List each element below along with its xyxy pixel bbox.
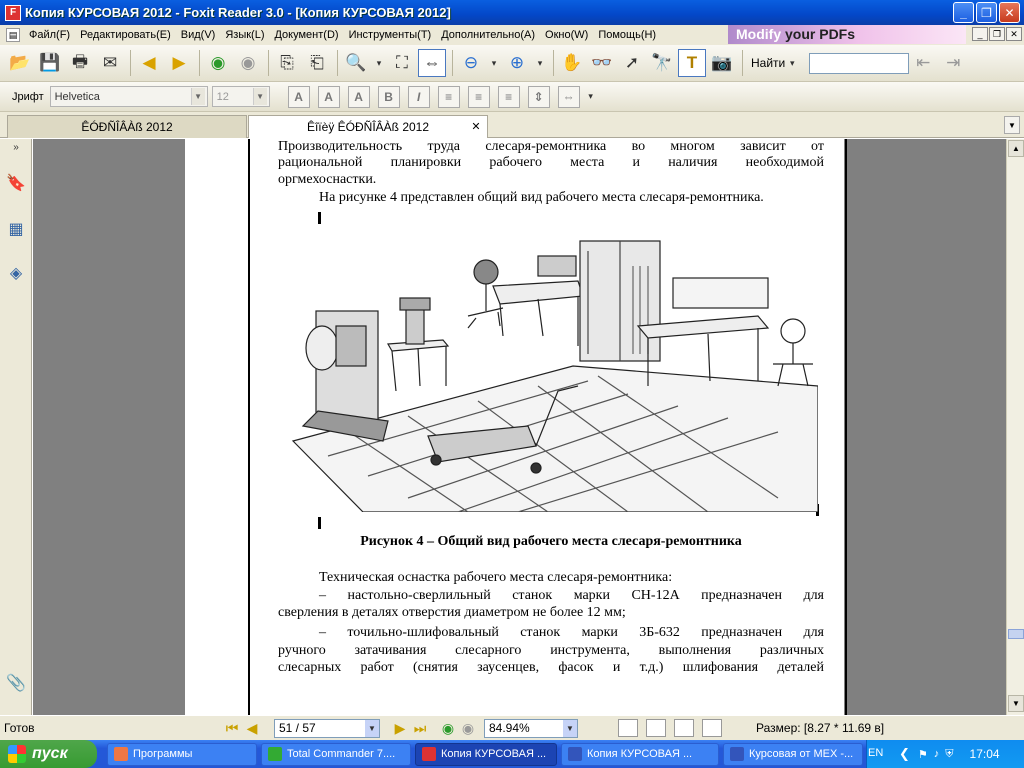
toolbar-separator xyxy=(553,50,554,76)
facing-icon[interactable] xyxy=(674,719,694,737)
text-outline-icon[interactable]: A xyxy=(318,86,340,108)
bold-icon[interactable]: B xyxy=(378,86,400,108)
find-label: Найти xyxy=(751,56,786,70)
page-size-label: Размер: [8.27 * 11.69 в] xyxy=(756,721,885,735)
continuous-facing-icon[interactable] xyxy=(702,719,722,737)
mdi-restore-button[interactable]: ❐ xyxy=(989,27,1005,41)
previous-page-icon[interactable]: ◀ xyxy=(142,53,156,72)
save-icon[interactable]: 💾 xyxy=(39,53,61,72)
window-title: Копия КУРСОВАЯ 2012 - Foxit Reader 3.0 - [Копия КУРСОВАЯ 2012] xyxy=(25,5,451,20)
page-number-field[interactable] xyxy=(274,719,380,738)
task-label: Программы xyxy=(133,748,193,760)
chevron-down-icon: ▼ xyxy=(253,88,267,105)
shield-icon[interactable]: ⛨ xyxy=(945,747,954,760)
format-toolbar xyxy=(0,82,1024,112)
email-icon[interactable]: ✉ xyxy=(102,53,118,72)
figure-caption: Рисунок 4 – Общий вид рабочего места слесаря-ремонтника xyxy=(360,534,742,549)
toolbar-separator xyxy=(452,50,453,76)
format-more-icon[interactable]: ▾ xyxy=(588,91,593,101)
task-kursovaya-mex[interactable] xyxy=(723,743,863,766)
doc-paragraph-line: рациональной планировки рабочего места и наличия необходимой xyxy=(278,155,824,170)
scroll-down-icon[interactable]: ▼ xyxy=(1008,695,1024,712)
word-spacing-icon[interactable]: ⇔ xyxy=(558,86,580,108)
foxit-icon xyxy=(422,747,436,761)
doc-paragraph-line: Техническая оснастка рабочего места слесаря-ремонтника: xyxy=(319,570,673,585)
rotate-left-icon[interactable]: ⎘ xyxy=(280,53,294,72)
zoom-in-dropdown-icon[interactable]: ▾ xyxy=(537,57,543,68)
doc-paragraph-line: оргмехоснастки. xyxy=(278,172,377,187)
go-forward-icon[interactable]: ◉ xyxy=(240,53,256,72)
doc-paragraph-line: слесарных работ (снятия заусенцев, фасок и т.д.) шлифования деталей xyxy=(278,660,824,675)
tab-list-dropdown-icon[interactable]: ▼ xyxy=(1004,116,1020,134)
chevron-down-icon: ▼ xyxy=(365,720,379,737)
tab-label: ÊÓÐÑÎÂÀß 2012 xyxy=(81,120,173,134)
expand-pane-icon[interactable]: » xyxy=(13,141,19,153)
menu-language[interactable]: Язык(L) xyxy=(225,29,265,41)
find-input[interactable] xyxy=(809,53,909,74)
char-spacing-icon[interactable]: ⇕ xyxy=(528,86,550,108)
rotate-right-icon[interactable]: ⎗ xyxy=(310,53,324,72)
toolbar-separator xyxy=(742,50,743,76)
word-icon xyxy=(730,747,744,761)
image-corner-marker xyxy=(318,212,321,224)
layers-icon[interactable]: ◈ xyxy=(9,265,23,282)
tab-kopiya-kursovaya[interactable] xyxy=(248,115,488,138)
text-select-icon[interactable]: T xyxy=(678,49,706,77)
ad-text-2: your PDFs xyxy=(785,26,856,42)
start-label: пуск xyxy=(32,745,68,762)
status-bar xyxy=(0,715,1024,740)
toolbar-separator xyxy=(199,50,200,76)
windows-flag-icon xyxy=(8,745,26,763)
scroll-thumb[interactable] xyxy=(1008,629,1024,639)
task-label: Total Commander 7.... xyxy=(287,748,396,760)
menu-file[interactable]: Файл(F) xyxy=(29,29,71,41)
task-programs[interactable] xyxy=(107,743,257,766)
find-options-dropdown-icon[interactable]: ▾ xyxy=(789,57,795,68)
zoom-dropdown-icon[interactable]: ▾ xyxy=(376,57,382,68)
zoom-value: 84.94% xyxy=(489,721,530,735)
menu-window[interactable]: Окно(W) xyxy=(545,29,589,41)
close-button[interactable]: ✕ xyxy=(999,2,1020,23)
attachments-icon[interactable]: 📎 xyxy=(6,675,26,692)
menu-tools[interactable]: Инструменты(T) xyxy=(348,29,432,41)
status-ready: Готов xyxy=(4,721,35,735)
toolbar-separator xyxy=(268,50,269,76)
font-size-combo[interactable] xyxy=(212,86,270,107)
ad-text-1: Modify xyxy=(736,26,782,42)
page-number-value: 51 / 57 xyxy=(279,721,316,735)
align-left-icon[interactable]: ≡ xyxy=(438,86,460,108)
doc-paragraph-line: На рисунке 4 представлен общий вид рабочего места слесаря-ремонтника. xyxy=(319,190,764,205)
font-color-icon[interactable]: A xyxy=(288,86,310,108)
menu-document[interactable]: Документ(D) xyxy=(274,29,339,41)
fit-page-icon[interactable]: ⛶ xyxy=(396,53,408,72)
vertical-scrollbar[interactable] xyxy=(1006,139,1024,715)
close-tab-icon[interactable]: ✕ xyxy=(471,120,481,133)
find-previous-icon[interactable]: ⇤ xyxy=(916,53,931,72)
task-kopiya-foxit[interactable] xyxy=(415,743,557,766)
main-toolbar xyxy=(0,45,1024,82)
system-tray xyxy=(866,740,1024,768)
zoom-in-tool-icon[interactable]: 🔍 xyxy=(345,53,367,72)
first-page-icon[interactable]: ⏮ xyxy=(225,719,239,736)
folder-icon xyxy=(114,747,128,761)
menu-view[interactable]: Вид(V) xyxy=(180,29,216,41)
start-button[interactable] xyxy=(0,740,97,768)
task-total-commander[interactable] xyxy=(261,743,411,766)
network-icon[interactable]: ⚑ xyxy=(917,748,928,761)
font-value: Helvetica xyxy=(54,90,100,103)
next-page-status-icon[interactable]: ▶ xyxy=(394,719,406,736)
title-bar[interactable] xyxy=(0,0,1024,25)
align-center-icon[interactable]: ≡ xyxy=(468,86,490,108)
zoom-out-dropdown-icon[interactable]: ▾ xyxy=(491,57,497,68)
font-size-value: 12 xyxy=(216,90,229,103)
scroll-up-icon[interactable]: ▲ xyxy=(1008,140,1024,157)
toolbar-separator xyxy=(130,50,131,76)
zoom-field[interactable] xyxy=(484,719,578,738)
single-page-icon[interactable] xyxy=(618,719,638,737)
mdi-controls xyxy=(971,27,1022,41)
foxit-app-icon: F xyxy=(5,5,21,21)
doc-paragraph-line: Производительность труда слесаря-ремонтника во многом зависит от xyxy=(278,139,824,154)
word-icon xyxy=(568,747,582,761)
menu-advanced[interactable]: Дополнительно(A) xyxy=(441,29,536,41)
total-commander-icon xyxy=(268,747,282,761)
chevron-down-icon: ▼ xyxy=(563,720,577,737)
find-next-icon[interactable]: ⇥ xyxy=(946,53,961,72)
menu-help[interactable]: Помощь(H) xyxy=(598,29,657,41)
continuous-icon[interactable] xyxy=(646,719,666,737)
tab-kursovaya[interactable] xyxy=(7,115,247,138)
zoom-out-icon[interactable]: ⊖ xyxy=(463,53,479,72)
menu-edit[interactable]: Редактировать(E) xyxy=(80,29,171,41)
maximize-button[interactable]: ❐ xyxy=(976,2,997,23)
task-label: Копия КУРСОВАЯ ... xyxy=(587,748,693,760)
italic-icon[interactable]: I xyxy=(408,86,430,108)
tray-expand-icon[interactable]: ❮ xyxy=(899,746,910,761)
document-tabs xyxy=(0,112,1024,138)
doc-paragraph-line: ручного затачивания слесарного инструмента, выполнения различных xyxy=(278,643,824,658)
select-arrow-icon[interactable]: ➚ xyxy=(624,53,640,72)
history-back-icon[interactable]: ◉ xyxy=(441,719,455,736)
image-corner-marker xyxy=(318,517,321,529)
mdi-minimize-button[interactable]: _ xyxy=(972,27,988,41)
volume-icon[interactable]: ♪ xyxy=(933,748,940,760)
last-page-icon[interactable]: ⏭ xyxy=(413,719,427,736)
open-folder-icon[interactable]: 📂 xyxy=(9,53,31,72)
doc-paragraph-line: – точильно-шлифовальный станок марки 3Б-632 предназначен для xyxy=(319,625,824,640)
prev-page-icon[interactable]: ◀ xyxy=(246,719,258,736)
bookmarks-icon[interactable]: 🔖 xyxy=(6,175,26,192)
toolbar-separator xyxy=(337,50,338,76)
modify-pdfs-banner[interactable] xyxy=(728,25,966,44)
task-label: Копия КУРСОВАЯ ... xyxy=(441,748,547,760)
hand-tool-icon[interactable]: ✋ xyxy=(561,53,583,72)
document-icon[interactable]: ▤ xyxy=(6,28,20,42)
history-forward-icon[interactable]: ◉ xyxy=(461,719,475,736)
doc-paragraph-line: сверления в деталях отверстия диаметром не более 12 мм; xyxy=(278,605,626,620)
navigation-pane xyxy=(0,139,32,715)
binoculars-icon[interactable]: 🔭 xyxy=(651,53,673,72)
task-label: Курсовая от МЕХ -... xyxy=(749,748,854,760)
align-right-icon[interactable]: ≡ xyxy=(498,86,520,108)
font-label: Јрифт xyxy=(12,90,44,103)
doc-paragraph-line: – настольно-сверлильный станок марки СН-12А предназначен для xyxy=(319,588,824,603)
fit-width-icon[interactable]: ⇔ xyxy=(418,49,446,77)
snapshot-icon[interactable]: 📷 xyxy=(711,53,733,72)
go-back-icon[interactable]: ◉ xyxy=(210,53,226,72)
task-kopiya-word[interactable] xyxy=(561,743,719,766)
workplace-illustration xyxy=(288,236,818,512)
print-icon[interactable]: 🖶 xyxy=(71,51,89,71)
minimize-button[interactable]: _ xyxy=(953,2,974,23)
font-combo[interactable] xyxy=(50,86,208,107)
loupe-icon[interactable]: 👓 xyxy=(591,53,613,72)
page-thumbnails-icon[interactable]: ▦ xyxy=(8,221,24,238)
tab-label: Êîïèÿ ÊÓÐÑÎÂÀß 2012 xyxy=(306,120,430,134)
clock[interactable]: 17:04 xyxy=(969,747,1000,761)
chevron-down-icon: ▼ xyxy=(191,88,205,105)
mdi-close-button[interactable]: ✕ xyxy=(1006,27,1022,41)
language-indicator[interactable]: EN xyxy=(868,747,884,759)
zoom-in-icon[interactable]: ⊕ xyxy=(509,53,525,72)
next-page-icon[interactable]: ▶ xyxy=(172,53,186,72)
text-background-icon[interactable]: A xyxy=(348,86,370,108)
